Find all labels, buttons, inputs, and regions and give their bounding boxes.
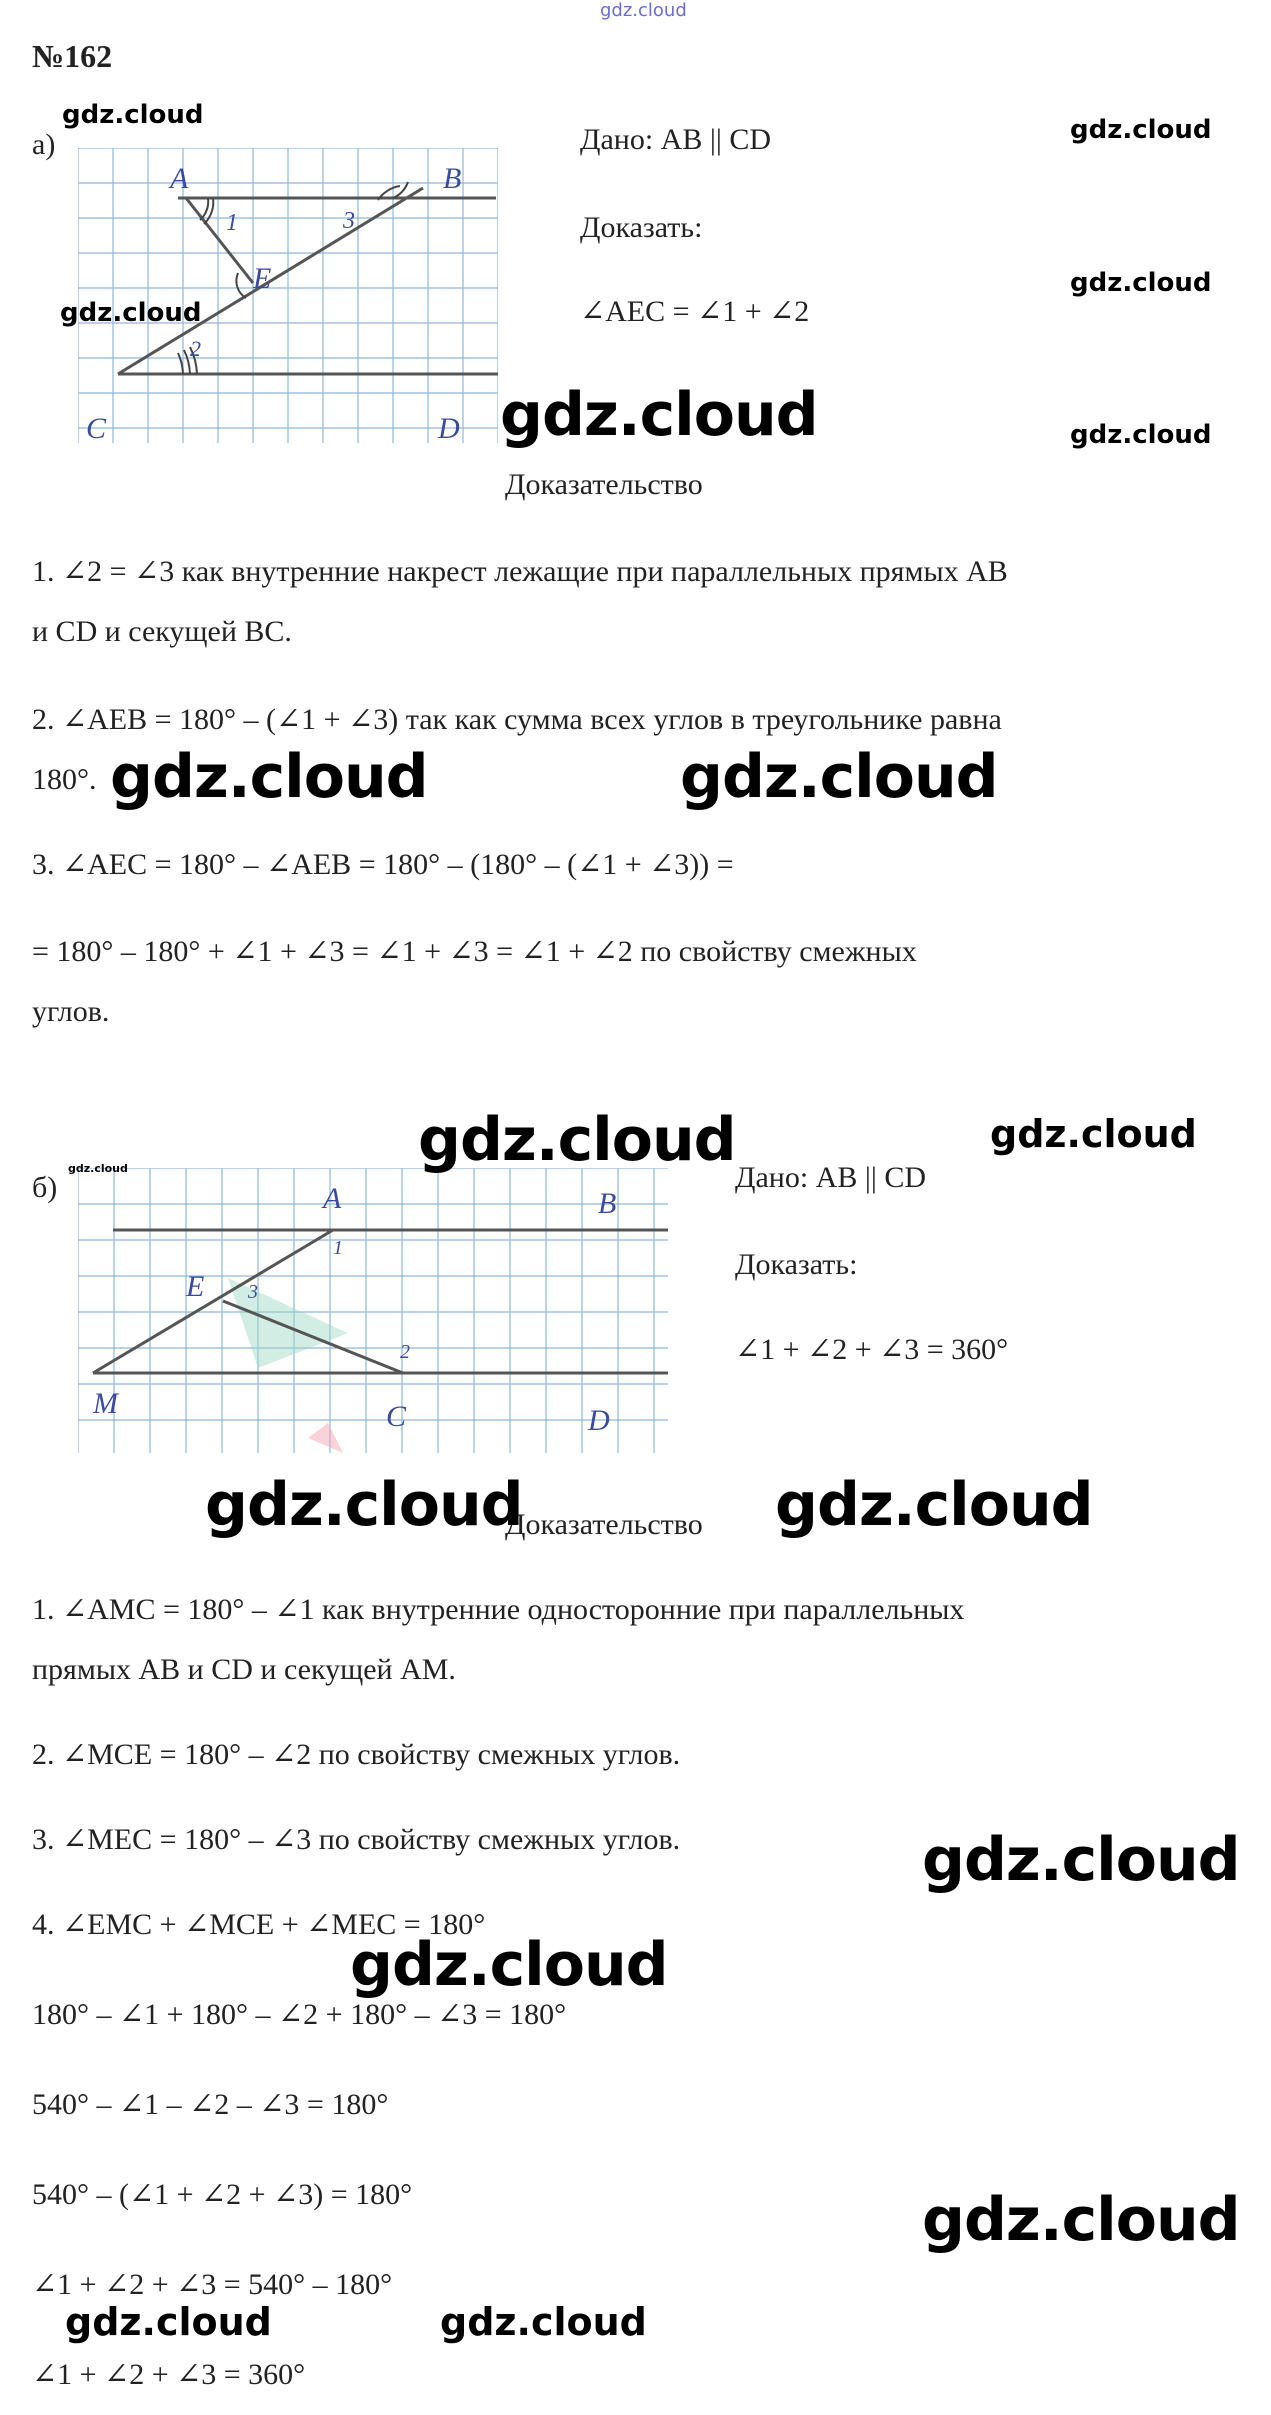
top-watermark: gdz.cloud [600, 0, 687, 21]
watermark-3: gdz.cloud [1070, 115, 1212, 145]
watermark-11: gdz.cloud [68, 1162, 128, 1175]
problem-number: №162 [32, 38, 113, 74]
angle-2-label: 2 [190, 336, 201, 361]
label-a: A [170, 162, 189, 195]
watermark-2: gdz.cloud [60, 298, 202, 328]
part-b-step-line-1: 1. ∠AMC = 180° – ∠1 как внутренние односторонние при параллельных [32, 1593, 965, 1626]
label-c-b: C [386, 1400, 407, 1433]
part-b-step-line-4: 3. ∠MEC = 180° – ∠3 по свойству смежных углов. [32, 1823, 681, 1856]
angle-1-label-b: 1 [333, 1237, 343, 1259]
part-b-step-line-2: прямых AB и CD и секущей AM. [32, 1653, 456, 1686]
part-a-label: а) [32, 128, 56, 161]
watermark-18: gdz.cloud [440, 2300, 647, 2344]
part-a-given: Дано: AB || CD [580, 123, 772, 156]
part-a-prove: Доказать: [580, 211, 703, 244]
watermark-13: gdz.cloud [775, 1470, 1093, 1540]
watermark-12: gdz.cloud [205, 1470, 523, 1540]
part-a-step-line-1: 1. ∠2 = ∠3 как внутренние накрест лежащие при параллельных прямых AB [32, 555, 1008, 588]
watermark-10: gdz.cloud [990, 1112, 1197, 1156]
part-a-step-line-3: 2. ∠AEB = 180° – (∠1 + ∠3) так как сумма всех углов в треугольнике равна [32, 703, 1002, 736]
part-b-step-line-10: ∠1 + ∠2 + ∠3 = 360° [32, 2358, 306, 2391]
label-d-b: D [588, 1404, 610, 1437]
part-b-step-line-9: ∠1 + ∠2 + ∠3 = 540° – 180° [32, 2268, 393, 2301]
label-b-b: B [598, 1187, 617, 1220]
angle-2-label-b: 2 [400, 1341, 410, 1363]
angle-1-label: 1 [226, 210, 238, 236]
part-b-prove: Доказать: [735, 1248, 858, 1281]
watermark-16: gdz.cloud [922, 2185, 1240, 2255]
part-b-step-line-6: 180° – ∠1 + 180° – ∠2 + 180° – ∠3 = 180° [32, 1998, 567, 2031]
part-b-step-line-8: 540° – (∠1 + ∠2 + ∠3) = 180° [32, 2178, 413, 2211]
part-a-step-line-4: 180°. [32, 763, 97, 796]
part-b-step-line-5: 4. ∠EMC + ∠MCE + ∠MEC = 180° [32, 1908, 486, 1941]
part-b-prove-stmt: ∠1 + ∠2 + ∠3 = 360° [735, 1333, 1009, 1366]
watermark-15: gdz.cloud [350, 1930, 668, 2000]
label-e-b: E [186, 1270, 205, 1303]
watermark-4: gdz.cloud [1070, 268, 1212, 298]
label-c: C [86, 412, 107, 445]
label-e: E [253, 262, 272, 295]
watermark-17: gdz.cloud [65, 2300, 272, 2344]
part-b-diagram [78, 1168, 668, 1458]
watermark-7: gdz.cloud [110, 742, 428, 812]
part-b-label: б) [32, 1171, 58, 1204]
label-m-b: M [93, 1387, 118, 1420]
part-a-prove-stmt: ∠AEC = ∠1 + ∠2 [580, 295, 810, 328]
part-a-step-line-7: углов. [32, 995, 110, 1028]
label-a-b: A [323, 1182, 342, 1215]
part-a-step-line-5: 3. ∠AEC = 180° – ∠AEB = 180° – (180° – (∠1 + ∠3)) = [32, 848, 734, 881]
label-d: D [438, 412, 460, 445]
segment-ae [186, 198, 253, 283]
part-a-step-line-6: = 180° – 180° + ∠1 + ∠3 = ∠1 + ∠3 = ∠1 + ∠2 по свойству смежных [32, 935, 917, 968]
part-b-step-line-7: 540° – ∠1 – ∠2 – ∠3 = 180° [32, 2088, 389, 2121]
part-b-given: Дано: AB || CD [735, 1161, 927, 1194]
watermark-8: gdz.cloud [680, 742, 998, 812]
watermark-6: gdz.cloud [500, 380, 818, 450]
label-b: B [443, 162, 462, 195]
part-b-proof-title: Доказательство [505, 1508, 703, 1541]
part-a-proof-title: Доказательство [505, 468, 703, 501]
part-a-step-line-2: и CD и секущей BC. [32, 615, 292, 648]
watermark-5: gdz.cloud [1070, 420, 1212, 450]
angle-3-label-b: 3 [248, 1281, 258, 1303]
watermark-9: gdz.cloud [418, 1105, 736, 1175]
watermark-1: gdz.cloud [62, 100, 204, 130]
part-b-step-line-3: 2. ∠MCE = 180° – ∠2 по свойству смежных углов. [32, 1738, 681, 1771]
angle-3-label: 3 [343, 208, 355, 234]
watermark-14: gdz.cloud [922, 1825, 1240, 1895]
